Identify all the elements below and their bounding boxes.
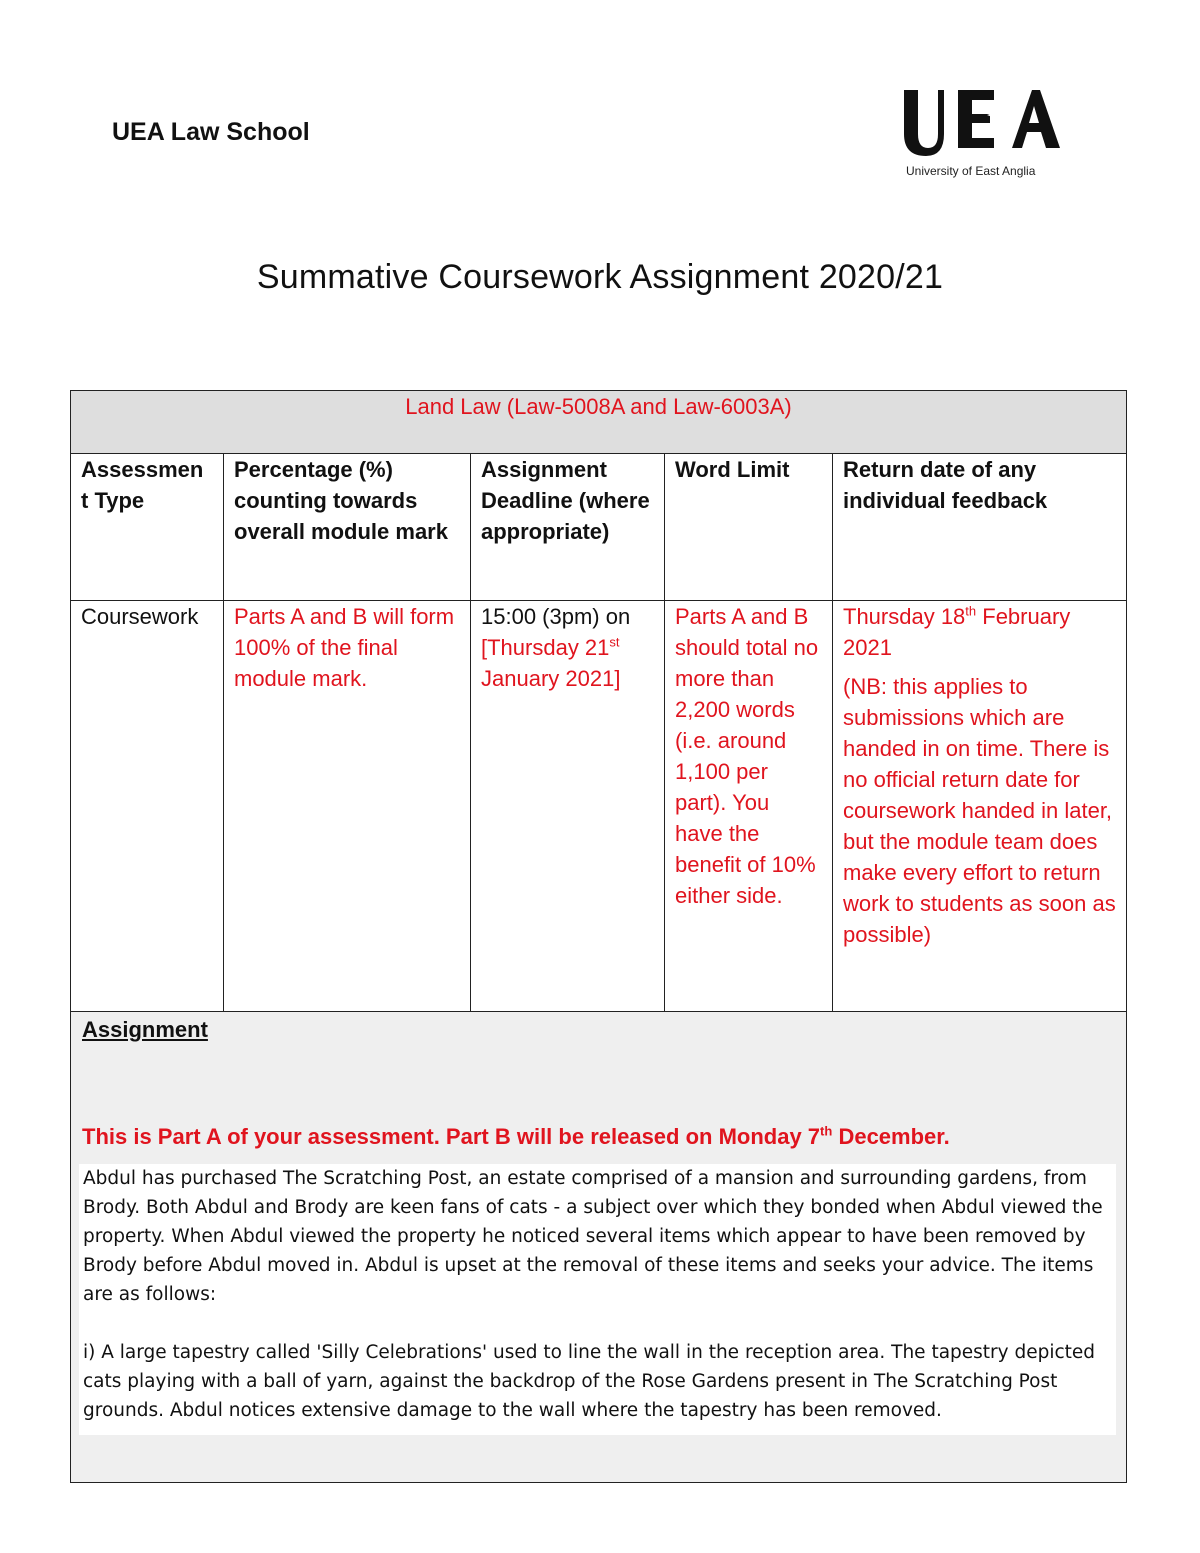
deadline-date <box>481 635 620 691</box>
cell-word-limit: Parts A and B should total no more than 2,200 words (i.e. around 1,100 per part). You have the benefit of 10% either side. <box>665 601 833 1012</box>
column-header-percentage: Percentage (%) counting towards overall module mark <box>224 454 471 601</box>
part-notice <box>82 1121 1126 1152</box>
part-notice-rest: December. <box>832 1124 950 1149</box>
deadline-date-rest: January 2021] <box>481 666 621 691</box>
part-notice-text: This is Part A of your assessment. Part B will be released on Monday 7 <box>82 1124 821 1149</box>
cell-percentage: Parts A and B will form 100% of the final module mark. <box>224 601 471 1012</box>
table-row <box>71 601 1127 1012</box>
return-date-part: Thursday 18 <box>843 604 966 629</box>
column-header-type: Assessmen t Type <box>71 454 224 601</box>
column-header-word-limit: Word Limit <box>665 454 833 601</box>
return-note: (NB: this applies to submissions which are handed in on time. There is no official return date for coursework handed in later, but the module team does make every effort to return work to students as soon as possible) <box>843 674 1116 947</box>
assignment-paragraph-2: i) A large tapestry called 'Silly Celebrations' used to line the wall in the reception area. The tapestry depicted cats playing with a ball of yarn, against the backdrop of the Rose Gardens present in The Scratching Post grounds. Abdul notices extensive damage to the wall where the tapestry has been removed. <box>83 1342 1096 1421</box>
assignment-label: Assignment <box>82 1017 208 1042</box>
cell-type: Coursework <box>71 601 224 1012</box>
return-date-suffix: th <box>965 603 977 619</box>
assignment-row <box>71 1012 1127 1483</box>
deadline-date-part: [Thursday 21 <box>481 635 610 660</box>
assessment-table <box>70 390 1127 1483</box>
school-name: UEA Law School <box>112 118 310 146</box>
page-title: Summative Coursework Assignment 2020/21 <box>256 258 944 296</box>
cell-deadline <box>471 601 665 1012</box>
return-date-rest: February 2021 <box>843 604 1071 660</box>
module-heading: Land Law (Law-5008A and Law-6003A) <box>71 391 1127 454</box>
column-header-row <box>71 454 1127 601</box>
return-date <box>843 601 1116 663</box>
column-header-deadline: Assignment Deadline (where appropriate) <box>471 454 665 601</box>
column-header-return-date: Return date of any individual feedback <box>833 454 1127 601</box>
logo-subtitle: University of East Anglia <box>906 164 1036 178</box>
cell-return-date <box>833 601 1127 1012</box>
module-header-row <box>71 391 1127 454</box>
deadline-date-suffix: st <box>609 634 620 650</box>
deadline-time: 15:00 (3pm) on <box>481 604 631 629</box>
assignment-cell <box>71 1012 1127 1483</box>
assignment-paragraph-1: Abdul has purchased The Scratching Post, an estate comprised of a mansion and surrounding gardens, from Brody. Both Abdul and Brody are keen fans of cats - a subject over which they bonded when Abdul viewed the property. When Abdul viewed the property he noticed several items which appear to have been removed by Brody before Abdul moved in. Abdul is upset at the removal of these items and seeks your advice. The items are as follows: <box>83 1168 1103 1305</box>
part-notice-suffix: th <box>820 1123 833 1139</box>
assignment-body <box>79 1164 1116 1435</box>
